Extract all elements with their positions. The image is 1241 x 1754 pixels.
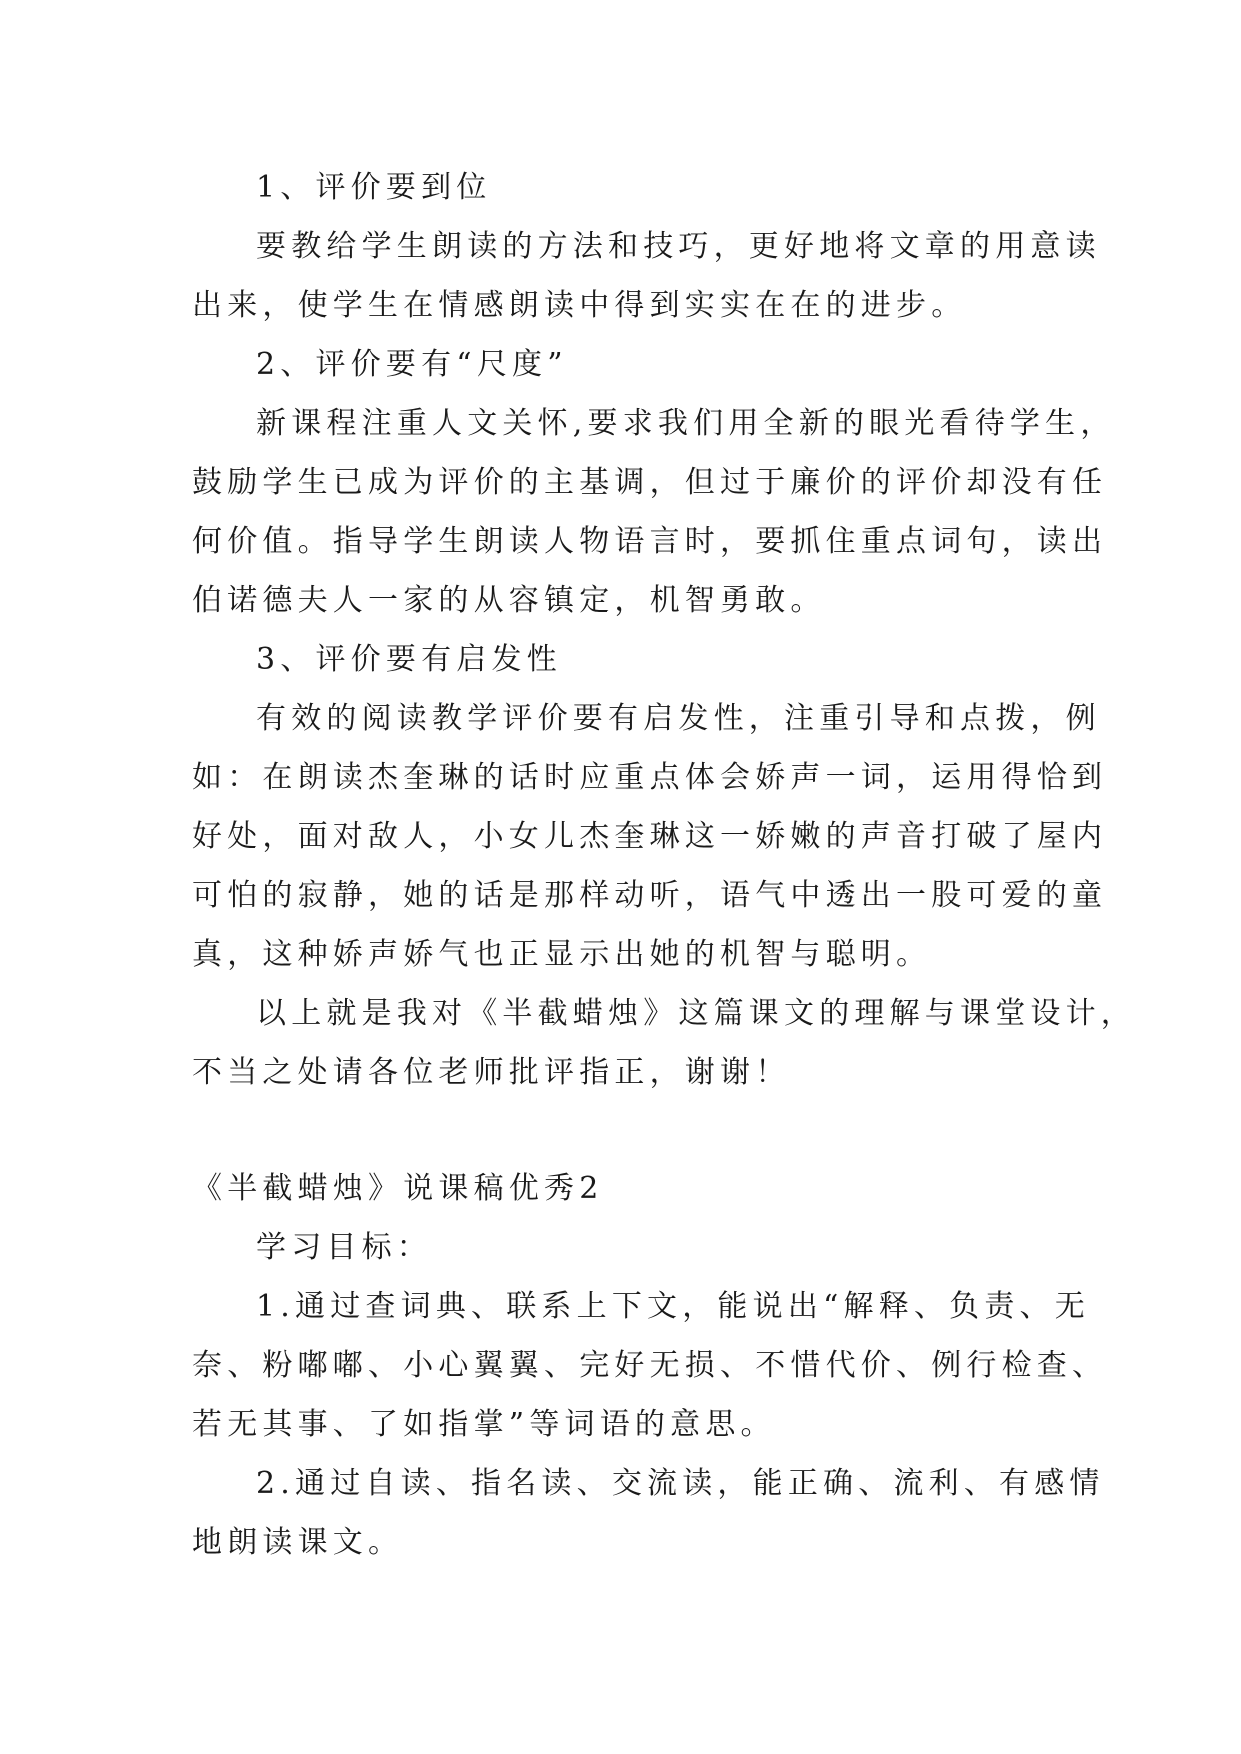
list-item-line: 1.通过查词典、联系上下文，能说出“解释、负责、无 — [256, 1289, 1090, 1324]
section-heading-3: 3、评价要有启发性 — [256, 642, 562, 677]
paragraph-line: 何价值。指导学生朗读人物语言时，要抓住重点词句，读出 — [192, 524, 1108, 559]
subsection-heading: 学习目标： — [256, 1230, 432, 1265]
paragraph-line: 要教给学生朗读的方法和技巧，更好地将文章的用意读 — [256, 229, 1101, 264]
paragraph-line: 不当之处请各位老师批评指正，谢谢！ — [192, 1055, 791, 1090]
paragraph-line: 好处，面对敌人，小女儿杰奎琳这一娇嫩的声音打破了屋内 — [192, 819, 1108, 854]
paragraph-line: 出来，使学生在情感朗读中得到实实在在的进步。 — [192, 288, 967, 323]
list-item-line: 地朗读课文。 — [192, 1525, 404, 1560]
paragraph-line: 鼓励学生已成为评价的主基调，但过于廉价的评价却没有任 — [192, 465, 1108, 500]
section-heading-2: 2、评价要有“尺度” — [256, 347, 568, 382]
paragraph-line: 可怕的寂静，她的话是那样动听，语气中透出一股可爱的童 — [192, 878, 1108, 913]
list-item-line: 2.通过自读、指名读、交流读，能正确、流利、有感情 — [256, 1466, 1105, 1501]
paragraph-line: 新课程注重人文关怀,要求我们用全新的眼光看待学生， — [256, 406, 1116, 441]
paragraph-line: 以上就是我对《半截蜡烛》这篇课文的理解与课堂设计， — [256, 996, 1136, 1031]
paragraph-line: 如：在朗读杰奎琳的话时应重点体会娇声一词，运用得恰到 — [192, 760, 1108, 795]
list-item-line: 奈、粉嘟嘟、小心翼翼、完好无损、不惜代价、例行检查、 — [192, 1348, 1108, 1383]
paragraph-line: 真，这种娇声娇气也正显示出她的机智与聪明。 — [192, 937, 932, 972]
list-item-line: 若无其事、了如指掌”等词语的意思。 — [192, 1407, 776, 1442]
section-heading-1: 1、评价要到位 — [256, 170, 492, 205]
document-body — [192, 158, 1136, 1572]
article-title: 《半截蜡烛》说课稿优秀2 — [192, 1171, 604, 1206]
paragraph-line: 伯诺德夫人一家的从容镇定，机智勇敢。 — [192, 583, 826, 618]
paragraph-line: 有效的阅读教学评价要有启发性，注重引导和点拨，例 — [256, 701, 1101, 736]
section-spacer — [192, 1102, 1062, 1159]
